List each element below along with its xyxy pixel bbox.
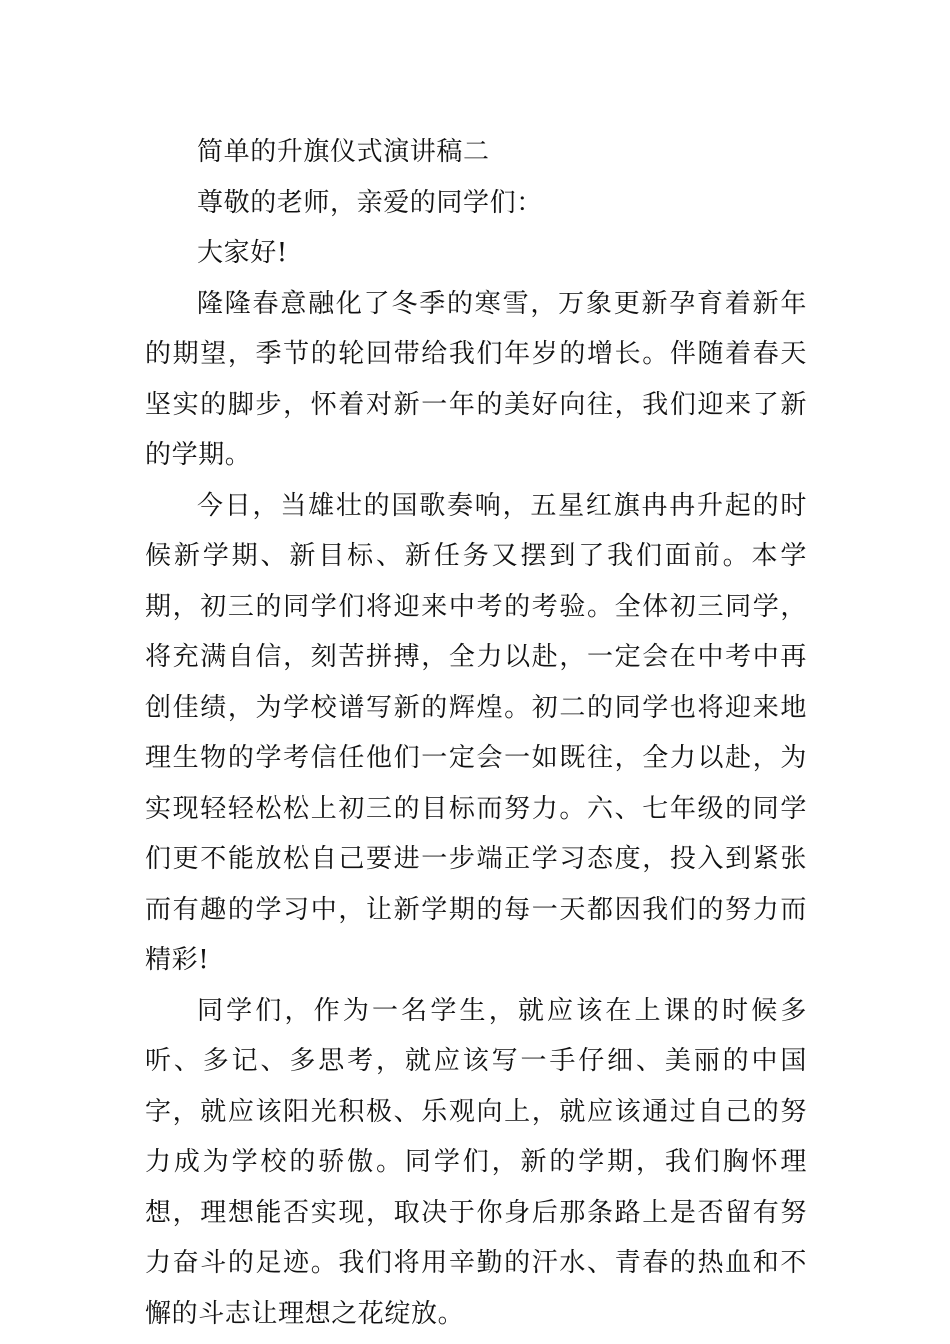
paragraph-1: 隆隆春意融化了冬季的寒雪，万象更新孕育着新年的期望，季节的轮回带给我们年岁的增长。伴随着春天坚实的脚步，怀着对新一年的美好向往，我们迎来了新的学期。 [145,288,807,470]
paragraph-3: 同学们，作为一名学生，就应该在上课的时候多听、多记、多思考，就应该写一手仔细、美丽的中国字，就应该阳光积极、乐观向上，就应该通过自己的努力成为学校的骄傲。同学们，新的学期，我们胸怀理想，理想能否实现，取决于你身后那条路上是否留有努力奋斗的足迹。我们将用辛勤的汗水、青春的热血和不懈的斗志让理想之花绽放。 [145,995,807,1329]
greeting: 大家好! [197,238,288,268]
document-body [145,127,807,1339]
document-title: 简单的升旗仪式演讲稿二 [197,137,490,167]
salutation: 尊敬的老师，亲爱的同学们： [197,187,543,218]
paragraph-2: 今日，当雄壮的国歌奏响，五星红旗冉冉升起的时候新学期、新目标、新任务又摆到了我们面前。本学期，初三的同学们将迎来中考的考验。全体初三同学，将充满自信，刻苦拼搏，全力以赴，一定会在中考中再创佳绩，为学校谱写新的辉煌。初二的同学也将迎来地理生物的学考信任他们一定会一如既往，全力以赴，为实现轻轻松松上初三的目标而努力。六、七年级的同学们更不能放松自己要进一步端正学习态度，投入到紧张而有趣的学习中，让新学期的每一天都因我们的努力而精彩! [145,490,807,975]
